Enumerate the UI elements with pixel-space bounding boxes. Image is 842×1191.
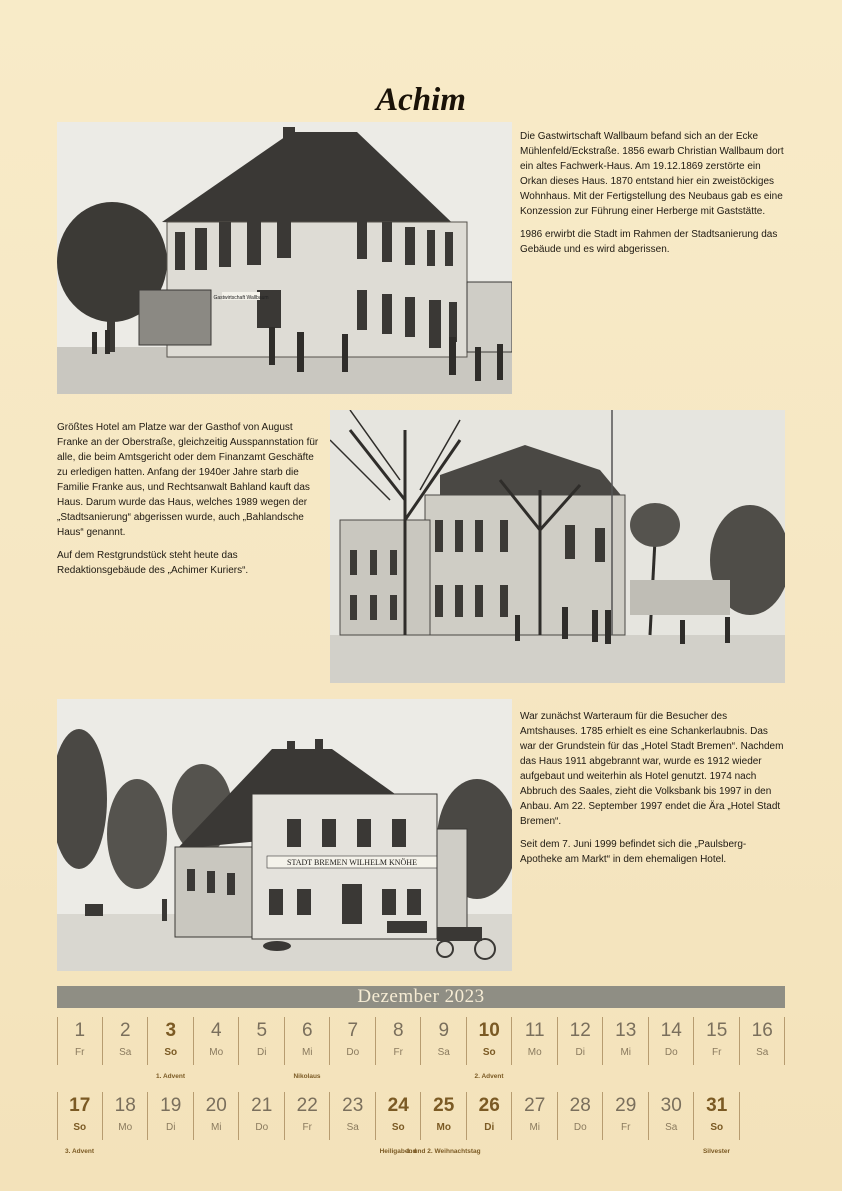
day-number: 5 bbox=[256, 1020, 268, 1041]
weekday-label: Fr bbox=[393, 1047, 403, 1058]
calendar-day-cell bbox=[330, 1015, 376, 1101]
calendar-day-cell bbox=[103, 1015, 149, 1101]
calendar-day-cell bbox=[406, 1090, 481, 1176]
calendar-day-cell bbox=[239, 1090, 285, 1176]
divider bbox=[784, 1017, 785, 1065]
day-number: 23 bbox=[342, 1095, 364, 1116]
calendar-day-cell bbox=[285, 1090, 331, 1176]
calendar-day-cell bbox=[512, 1090, 558, 1176]
photo-hotel-stadt-bremen bbox=[57, 699, 512, 971]
calendar-day-cell bbox=[330, 1090, 376, 1176]
day-number: 28 bbox=[569, 1095, 591, 1116]
day-number: 17 bbox=[69, 1095, 91, 1116]
calendar-day-cell bbox=[603, 1090, 649, 1176]
weekday-label: Di bbox=[166, 1122, 176, 1133]
calendar-day-cell bbox=[558, 1015, 604, 1101]
day-number: 8 bbox=[392, 1020, 404, 1041]
weekday-label: Fr bbox=[75, 1047, 85, 1058]
weekday-label: Mi bbox=[301, 1047, 313, 1058]
calendar-month-header: Dezember 2023 bbox=[57, 986, 785, 1008]
weekday-label: So bbox=[73, 1122, 87, 1133]
weekday-label: Sa bbox=[665, 1122, 678, 1133]
day-number: 16 bbox=[751, 1020, 773, 1041]
calendar-day-cell bbox=[194, 1015, 240, 1101]
weekday-label: Mo bbox=[527, 1047, 542, 1058]
calendar-day-cell bbox=[239, 1015, 285, 1101]
weekday-label: Sa bbox=[119, 1047, 132, 1058]
day-number: 9 bbox=[438, 1020, 450, 1041]
day-number: 6 bbox=[301, 1020, 313, 1041]
text-block-wallbaum bbox=[520, 129, 785, 265]
calendar-day-cell bbox=[285, 1015, 331, 1101]
weekday-label: Fr bbox=[712, 1047, 722, 1058]
paragraph: 1986 erwirbt die Stadt im Rahmen der Stadtsanierung das Gebäude und es wird abgerissen. bbox=[520, 229, 778, 255]
calendar-day-cell bbox=[57, 1015, 103, 1101]
day-number: 22 bbox=[296, 1095, 318, 1116]
day-number: 27 bbox=[524, 1095, 546, 1116]
calendar-day-cell bbox=[694, 1015, 740, 1101]
calendar-day-cell bbox=[512, 1015, 558, 1101]
weekday-label: Do bbox=[255, 1122, 269, 1133]
calendar-day-cell bbox=[558, 1090, 604, 1176]
weekday-label: Mo bbox=[118, 1122, 133, 1133]
text-block-stadt-bremen bbox=[520, 709, 785, 875]
wallbaum-sign: Gastwirtschaft Wallbaum bbox=[213, 295, 269, 301]
holiday-note: 1. Advent bbox=[155, 1073, 185, 1080]
day-number: 14 bbox=[660, 1020, 682, 1041]
weekday-label: Fr bbox=[621, 1122, 631, 1133]
day-number: 24 bbox=[387, 1095, 409, 1116]
calendar-day-cell bbox=[421, 1015, 467, 1101]
paragraph: War zunächst Warteraum für die Besucher des Amtshauses. 1785 erhielt es eine Schankerlaubnis. Das war der Grundstein für das „Hotel Stadt Bremen“. Nachdem das Haus 1911 abgebrannt war, wurde es 1912 wieder aufgebaut und weiterhin als Hotel genutzt. 1974 nach Abbruch des Saales, zieht die Volksbank bis 1997 in den Anbau. Am 22. September 1997 endet die Ära „Hotel Stadt Bremen“. bbox=[520, 711, 784, 827]
day-number: 15 bbox=[706, 1020, 728, 1041]
calendar-day-cell bbox=[467, 1090, 513, 1176]
weekday-label: Di bbox=[575, 1047, 585, 1058]
holiday-note: Silvester bbox=[702, 1148, 731, 1155]
weekday-label: Di bbox=[257, 1047, 267, 1058]
day-number: 31 bbox=[706, 1095, 728, 1116]
calendar-day-cell bbox=[148, 1090, 194, 1176]
calendar-day-cell bbox=[376, 1090, 422, 1176]
page-title: Achim bbox=[376, 82, 466, 118]
calendar-day-cell bbox=[467, 1015, 513, 1101]
paragraph: Auf dem Restgrundstück steht heute das Redaktionsgebäude des „Achimer Kuriers“. bbox=[57, 550, 249, 576]
day-number: 3 bbox=[165, 1020, 177, 1041]
calendar-day-cell bbox=[649, 1015, 695, 1101]
day-number: 2 bbox=[119, 1020, 131, 1041]
calendar-day-cell bbox=[148, 1015, 194, 1101]
hotel-sign: STADT BREMEN WILHELM KNÖHE bbox=[287, 858, 417, 867]
day-number: 12 bbox=[569, 1020, 591, 1041]
day-number: 11 bbox=[524, 1020, 545, 1041]
day-number: 7 bbox=[347, 1020, 359, 1041]
paragraph: Die Gastwirtschaft Wallbaum befand sich an der Ecke Mühlenfeld/Eckstraße. 1856 ewarb Christian Wallbaum dort ein altes Fachwerk-Haus. Am 19.12.1869 zerstörte ein Orkan dieses Haus. 1870 entstand hier ein zweistöckiges Wohnhaus. Mit der Fertigstellung des Neubaus gab es eine Konzession zur Führung einer Herberge mit Gaststätte. bbox=[520, 131, 784, 217]
day-number: 20 bbox=[205, 1095, 227, 1116]
weekday-label: Sa bbox=[437, 1047, 450, 1058]
divider bbox=[57, 1017, 58, 1065]
calendar-day-cell bbox=[57, 1090, 103, 1176]
calendar-day-cell bbox=[103, 1090, 149, 1176]
divider bbox=[57, 1092, 58, 1140]
weekday-label: Fr bbox=[302, 1122, 312, 1133]
day-number: 19 bbox=[160, 1095, 182, 1116]
holiday-note: 1. und 2. Weihnachtstag bbox=[406, 1148, 481, 1155]
weekday-label: Mo bbox=[209, 1047, 224, 1058]
weekday-label: So bbox=[482, 1047, 496, 1058]
day-number: 4 bbox=[210, 1020, 222, 1041]
weekday-label: Mi bbox=[529, 1122, 541, 1133]
weekday-label: So bbox=[391, 1122, 405, 1133]
photo-gastwirtschaft-wallbaum bbox=[57, 122, 512, 394]
day-number: 30 bbox=[660, 1095, 682, 1116]
paragraph: Größtes Hotel am Platze war der Gasthof von August Franke an der Oberstraße, gleichzeitig Ausspannstation für alle, die beim Amtsgericht oder dem Finanzamt Geschäfte zu erledigen hatten. Anfang der 1940er Jahre starb die Familie Franke aus, und Rechtsanwalt Bahland kauft das Haus. Darum wurde das Haus, welches 1989 wegen der „Stadtsanierung“ abgerissen wurde, auch „Bahlandsche Haus“ genannt. bbox=[57, 422, 319, 538]
calendar-day-cell bbox=[649, 1090, 695, 1176]
weekday-label: Do bbox=[573, 1122, 587, 1133]
weekday-label: So bbox=[164, 1047, 178, 1058]
calendar-day-cell bbox=[194, 1090, 240, 1176]
calendar-day-cell bbox=[376, 1015, 422, 1101]
weekday-label: Di bbox=[484, 1122, 495, 1133]
paragraph: Seit dem 7. Juni 1999 befindet sich die „Paulsberg-Apotheke am Markt“ in dem ehemaligen Hotel. bbox=[520, 839, 747, 865]
day-number: 21 bbox=[251, 1095, 273, 1116]
weekday-label: Mo bbox=[436, 1122, 451, 1133]
day-number: 1 bbox=[74, 1020, 86, 1041]
calendar-day-cell bbox=[740, 1015, 786, 1101]
calendar-day-cell bbox=[694, 1090, 740, 1176]
holiday-note: Heiligabend bbox=[379, 1148, 417, 1155]
weekday-label: Sa bbox=[756, 1047, 769, 1058]
calendar-day-cell bbox=[603, 1015, 649, 1101]
photo-gasthof-franke bbox=[330, 410, 785, 683]
text-block-franke bbox=[57, 420, 322, 586]
weekday-label: Do bbox=[664, 1047, 678, 1058]
weekday-label: So bbox=[710, 1122, 724, 1133]
calendar-week-row bbox=[57, 1015, 785, 1101]
weekday-label: Do bbox=[346, 1047, 360, 1058]
day-number: 25 bbox=[433, 1095, 455, 1116]
weekday-label: Mi bbox=[210, 1122, 222, 1133]
holiday-note: 3. Advent bbox=[64, 1148, 94, 1155]
holiday-note: 2. Advent bbox=[474, 1073, 504, 1080]
day-number: 10 bbox=[478, 1020, 500, 1041]
weekday-label: Sa bbox=[346, 1122, 359, 1133]
holiday-note: Nikolaus bbox=[293, 1073, 321, 1080]
divider bbox=[739, 1092, 740, 1140]
calendar-week-row bbox=[57, 1090, 785, 1176]
day-number: 18 bbox=[114, 1095, 136, 1116]
day-number: 13 bbox=[615, 1020, 637, 1041]
weekday-label: Mi bbox=[620, 1047, 632, 1058]
day-number: 29 bbox=[615, 1095, 637, 1116]
day-number: 26 bbox=[478, 1095, 500, 1116]
